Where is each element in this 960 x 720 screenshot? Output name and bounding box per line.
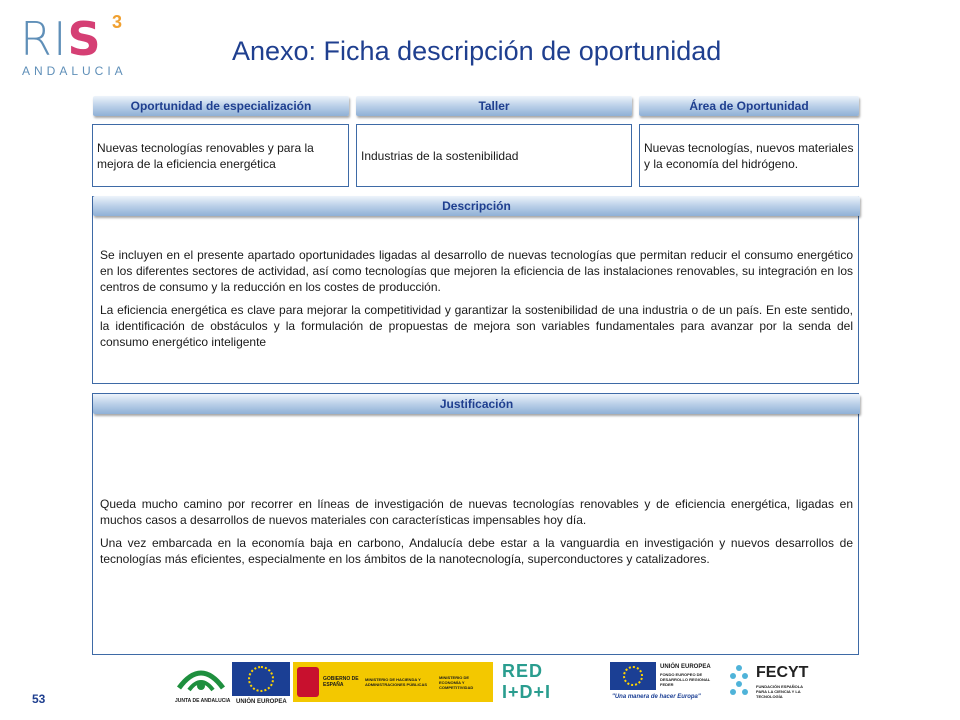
junta-andalucia-logo (173, 662, 229, 702)
fecyt-label: FECYT (756, 664, 809, 681)
logo-subtitle: ANDALUCIA (22, 64, 127, 78)
area-value: Nuevas tecnologías, nuevos materiales y la economía del hidrógeno. (644, 140, 854, 171)
area-box (639, 124, 859, 187)
eu-feder-sub: FONDO EUROPEO DE DESARROLLO REGIONAL FEDER (660, 672, 711, 687)
eu-stars-icon (248, 666, 274, 692)
fecyt-icon (728, 662, 750, 702)
area-header: Área de Oportunidad (639, 96, 859, 116)
min-economia-label: MINISTERIO DE ECONOMÍA Y COMPETITIVIDAD (439, 674, 474, 690)
spain-ministries-logo (293, 662, 493, 702)
opportunity-box (92, 124, 349, 187)
justification-paragraph-2: Una vez embarcada en la economía baja en carbono, Andalucía debe estar a la vanguardia en investigación y nuevos desarrollos de tecnologías más eficientes, especialmente en los ámbitos de la nanotecnología, superconductores y catalizadores. (100, 536, 853, 566)
eu-feder-motto: "Una manera de hacer Europa" (612, 694, 701, 700)
logo-s-text: S (67, 12, 102, 66)
workshop-value: Industrias de la sostenibilidad (361, 148, 519, 163)
opportunity-value: Nuevas tecnologías renovables y para la mejora de la eficiencia energética (97, 140, 314, 171)
page-number: 53 (32, 692, 46, 706)
min-hacienda-label: MINISTERIO DE HACIENDA Y ADMINISTRACIONES PÚBLICAS (365, 677, 428, 687)
logo-superscript: 3 (112, 12, 123, 32)
junta-label: JUNTA DE ANDALUCIA (175, 698, 231, 704)
eu-flag-logo (232, 662, 290, 696)
spain-coat-of-arms-icon (297, 667, 319, 697)
junta-shield-icon (173, 662, 229, 694)
eu-label: UNIÓN EUROPEA (236, 699, 287, 705)
ris3-logo (20, 14, 140, 84)
justification-paragraph-1: Queda mucho camino por recorrer en líneas de investigación de nuevas tecnologías renovables y de eficiencia energética, ligadas en muchos casos a desarrollos de nuevos materiales con características impensables hoy día. (100, 497, 853, 527)
red-idi-label: RED I+D+I (502, 661, 552, 702)
opportunity-header: Oportunidad de especialización (93, 96, 349, 116)
workshop-header: Taller (356, 96, 632, 116)
gob-espana-label: GOBIERNO DE ESPAÑA (323, 676, 359, 688)
workshop-box (356, 124, 632, 187)
fecyt-sub-label: FUNDACIÓN ESPAÑOLA PARA LA CIENCIA Y LA TECNOLOGÍA (756, 684, 803, 699)
description-paragraph-1: Se incluyen en el presente apartado oportunidades ligadas al desarrollo de nuevas tecnologías que permitan reducir el consumo energético en los diferentes sectores de actividad, así como tecnologías que mejoren la eficiencia de las instalaciones renovables, su integración en los centros de consumo y la reducción en los costes de producción. (100, 248, 853, 294)
logo-ri-text: RI (20, 12, 68, 66)
page-title: Anexo: Ficha descripción de oportunidad (232, 36, 722, 66)
eu-feder-title: UNIÓN EUROPEA (660, 664, 711, 670)
red-idi-logo (502, 662, 598, 702)
footer (0, 656, 960, 720)
eu-feder-flag (610, 662, 656, 690)
justification-box (92, 393, 859, 655)
eu-feder-stars-icon (623, 666, 643, 686)
description-header: Descripción (93, 196, 860, 216)
description-paragraph-2: La eficiencia energética es clave para mejorar la competitividad y garantizar la sostenibilidad de una industria o de un país. En este sentido, la identificación de obstáculos y la formulación de propuestas de mejora son variables fundamentales para avanzar por la senda del consumo energético inteligente (100, 303, 853, 349)
justification-header: Justificación (93, 394, 860, 414)
description-box (92, 196, 859, 384)
